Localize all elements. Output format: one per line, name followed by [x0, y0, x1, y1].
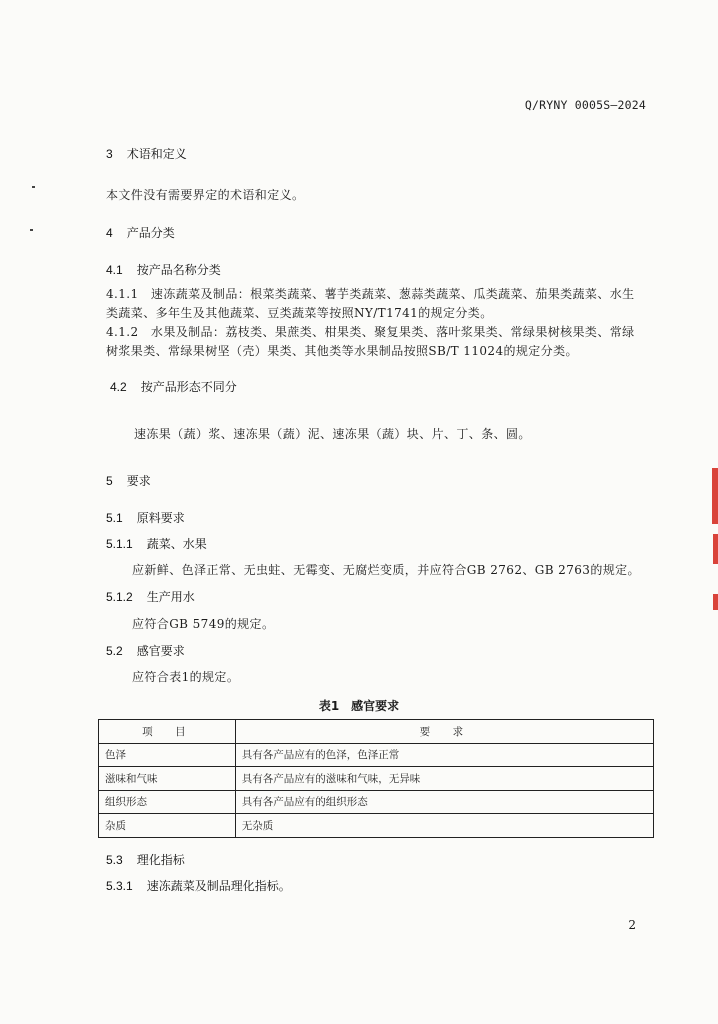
sensory-requirements-table: [98, 719, 654, 838]
table-header-item: 项 目: [99, 720, 236, 744]
table-cell-requirement: 具有各产品应有的组织形态: [235, 790, 653, 814]
red-seal-edge: [713, 534, 718, 564]
section-5-2-heading: 5.2 感官要求: [106, 644, 185, 658]
section-4-1-2-line1: 4.1.2 水果及制品：荔枝类、果蔗类、柑果类、聚复果类、落叶浆果类、常绿果树核果类、常绿: [106, 325, 635, 339]
table-cell-requirement: 无杂质: [235, 814, 653, 838]
table-cell-requirement: 具有各产品应有的色泽，色泽正常: [235, 743, 653, 767]
section-4-1-1-line2: 类蔬菜、多年生及其他蔬菜、豆类蔬菜等按照NY/T1741的规定分类。: [106, 306, 493, 320]
section-4-1-1-line1: 4.1.1 速冻蔬菜及制品：根菜类蔬菜、薯芋类蔬菜、葱蒜类蔬菜、瓜类蔬菜、茄果类蔬菜、水生: [106, 287, 635, 301]
table-cell-item: 杂质: [99, 814, 236, 838]
section-4-2-heading: 4.2 按产品形态不同分: [110, 380, 237, 394]
section-5-3-1-heading: 5.3.1 速冻蔬菜及制品理化指标。: [106, 879, 291, 893]
red-seal-edge: [713, 594, 718, 610]
section-5-heading: 5 要求: [106, 474, 151, 488]
scan-mark: [32, 186, 35, 188]
section-5-1-1-heading: 5.1.1 蔬菜、水果: [106, 537, 207, 551]
section-4-heading: 4 产品分类: [106, 226, 175, 240]
table-row: [99, 767, 654, 791]
scan-mark: [30, 229, 33, 231]
section-4-2-body: 速冻果（蔬）浆、速冻果（蔬）泥、速冻果（蔬）块、片、丁、条、圆。: [134, 427, 531, 441]
table-row: [99, 814, 654, 838]
table-1-caption: 表1 感官要求: [318, 699, 400, 713]
section-5-2-body: 应符合表1的规定。: [132, 670, 240, 684]
section-5-1-2-heading: 5.1.2 生产用水: [106, 590, 195, 604]
section-5-1-heading: 5.1 原料要求: [106, 511, 185, 525]
table-row: [99, 790, 654, 814]
section-5-1-1-body: 应新鲜、色泽正常、无虫蛀、无霉变、无腐烂变质，并应符合GB 2762、GB 2763的规定。: [132, 563, 640, 577]
table-cell-item: 滋味和气味: [99, 767, 236, 791]
section-4-1-heading: 4.1 按产品名称分类: [106, 263, 221, 277]
table-cell-item: 色泽: [99, 743, 236, 767]
section-3-body: 本文件没有需要界定的术语和定义。: [106, 188, 305, 202]
section-3-heading: 3 术语和定义: [106, 147, 187, 161]
table-row: [99, 743, 654, 767]
table-cell-item: 组织形态: [99, 790, 236, 814]
red-seal-edge: [712, 468, 718, 524]
section-4-1-2-line2: 树浆果类、常绿果树坚（壳）果类、其他类等水果制品按照SB/T 11024的规定分类。: [106, 344, 578, 358]
section-5-3-heading: 5.3 理化指标: [106, 853, 185, 867]
table-cell-requirement: 具有各产品应有的滋味和气味，无异味: [235, 767, 653, 791]
standard-code: Q/RYNY 0005S—2024: [524, 98, 646, 112]
page-number: 2: [628, 918, 636, 932]
section-5-1-2-body: 应符合GB 5749的规定。: [132, 617, 275, 631]
table-header-row: [99, 720, 654, 744]
table-header-requirement: 要 求: [235, 720, 653, 744]
